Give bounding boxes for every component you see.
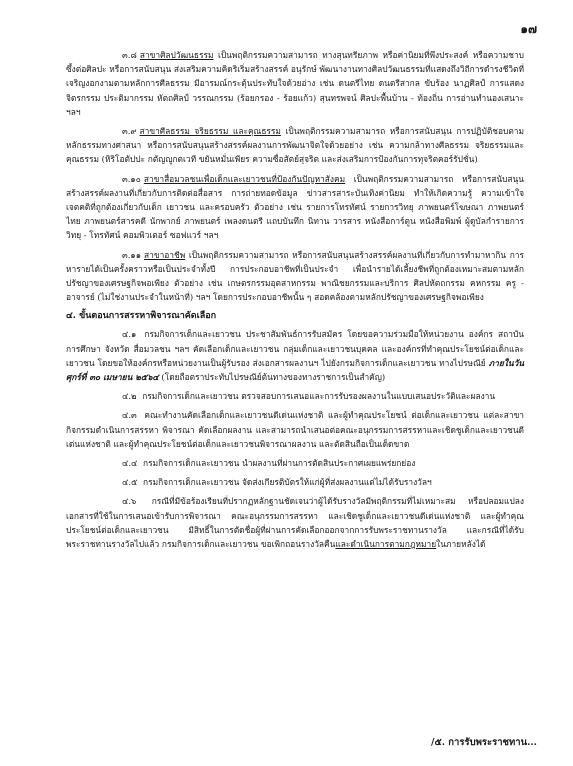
item-number: ๔.๑ xyxy=(122,329,137,340)
paragraph-4-3 xyxy=(66,408,524,451)
item-number: ๓.๑๐ xyxy=(122,173,141,184)
item-text: กรมกิจการเด็กและเยาวชน ประชาสัมพันธ์การรับสมัคร โดยขอความร่วมมือให้หน่วยงาน องค์กร สถาบันการศึกษา จังหวัด สื่อมวลชน ฯลฯ คัดเลือกเด็กและเยาวชน กลุ่มเด็กและเยาวชนบุคคล และองค์กรที่ทำคุณประโยชน์ต่อเด็กและเยาวชน โดยขอให้องค์กรหรือหน่วยงานเป็นผู้รับรอง ส่งเอกสารผลงานฯ ไปยังกรมกิจการเด็กและเยาวชน ทางไปรษณีย์ xyxy=(66,329,524,368)
item-number: ๓.๘ xyxy=(122,50,137,60)
deadline-text: ภายในวันศุกร์ที่ ๓๐ เมษายน ๒๕๖๔ xyxy=(66,357,524,383)
section-4-heading: ๔. ขั้นตอนการสรรหาพิจารณาคัดเลือก xyxy=(66,311,217,322)
item-text: เป็นพฤติกรรมความสามารถ หรือการสนับสนุนสร้างสรรค์ผลงานที่เกี่ยวกับการติดต่อสื่อสาร การถ่ายทอดข้อมูล ข่าวสารสาระบันเทิงค่านิยม ทำให้เกิดความรู้ ความเข้าใจ เจตคติที่ถูกต้องเกี่ยวกับเด็ก เยาวชน และครอบครัว ตัวอย่าง เช่น รายการโทรทัศน์ รายการวิทยุ ภาพยนตร์โฆษณา ภาพยนตร์ไทย ภาพยนตร์สารคดี นักพากย์ ภาพยนตร์ เพลงดนตรี แถบบันทึก นิทาน วารสาร หนังสือการ์ตูน หนังสือพิมพ์ ผู้ดูบัลกำรายการวิทยุ - โทรทัศน์ คอมพิวเตอร์ ซอฟแวร์ ฯลฯ xyxy=(66,173,524,241)
item-number: ๔.๒ xyxy=(122,391,137,402)
item-title: สาขาสื่อมวลชนเพื่อเด็กและเยาวชนที่ป้องกันปัญหาสังคม xyxy=(143,173,346,184)
paragraph-4-5 xyxy=(66,475,524,489)
item-text: คณะทำงานคัดเลือกเด็กและเยาวชนดีเด่นแห่งชาติ และผู้ทำคุณประโยชน์ ต่อเด็กและเยาวชน แต่ละสาขากิจกรรมดำเนินการสรรหา พิจารณา คัดเลือกผลงาน และสามารถนำเสนอต่อคณะอนุกรรมการสรรหาและเชิดชูเด็กและเยาวชนดีเด่นแห่งชาติ และผู้ทำคุณประโยชน์ต่อเด็กและเยาวชนพิจารณาผลงาน และตัดสินถือเป็นเด็ดขาด xyxy=(66,410,524,449)
item-text: เป็นพฤติกรรมความสามารถ ทางสุนทรียภาพ หรือค่านิยมที่พึงประสงค์ หรือความชาบซึ้งต่อศิลปะ หรือการสนับสนุน ส่งเสริมความคิดริเริ่มสร้างสรรค์ อนุรักษ์ พัฒนางานทางศิลปวัฒนธรรมที่แสดงถึงวิถีการดำรงชีวิตที่เจริญงอกงามตามหลักการศีลธรรม มีอารมณ์กระตุ้นประทับใจด้วยอ่าง เช่น ดนตรีไทย ดนตรีสากล ขับร้อง นาฏศิลป์ การแสดง จิตรกรรม ประติมากรรม หัตถศิลป์ วรรณกรรม (ร้อยกรอง - ร้อยแก้ว) สุนทรพจน์ ศิลปะพื้นบ้าน - ท้องถิ่น การอ่านทำนองเสนาะ ฯลฯ xyxy=(66,50,524,117)
item-number: ๔.๖ xyxy=(122,496,137,507)
paragraph-3-9 xyxy=(66,124,524,167)
document-body xyxy=(66,48,524,556)
item-text: เป็นพฤติกรรมความสามารถ หรือการสนับสนุนสร้างสรรค์ผลงานที่เกี่ยวกับการทำมาหากิน การหารายได้เป็นครั้งคราวหรือเป็นประจำทั้งปี การประกอบอาชีพที่เป็นประจำ เพื่อนำรายได้เลี้ยงชีพที่ถูกต้องเหมาะสมตามหลักปรัชญาของเศรษฐกิจพอเพียง ตัวอย่าง เช่น เกษตรกรรมอุตสาหกรรม พาณิชยกรรมและบริการ ศิลปหัตถกรรม คหกรรม ครู - อาจารย์ (ไม่ใช่งานประจำในหน้าที่) ฯลฯ โดยการประกอบอาชีพนั้น ๆ สอดคล้องตามหลักปรัชญาของเศรษฐกิจพอเพียง xyxy=(66,249,524,303)
item-title: สาขาศีลธรรม จริยธรรม และคุณธรรม xyxy=(139,126,281,137)
paragraph-4-1 xyxy=(66,327,524,384)
paragraph-4-4 xyxy=(66,456,524,470)
item-text: ในภายหลังได้ xyxy=(436,539,486,550)
item-number: ๔.๔ xyxy=(122,458,138,469)
page-number: ๑๗ xyxy=(520,22,537,36)
paragraph-3-10 xyxy=(66,172,524,243)
item-text: กรมกิจการเด็กและเยาวชน นำผลงานที่ผ่านการตัดสินประกาศเผยแพร่ยกย่อง xyxy=(143,458,416,469)
item-text: กรณีที่มีข้อร้องเรียนที่ปรากฏหลักฐานชัดเจนว่าผู้ได้รับรางวัลมีพฤติกรรมที่ไม่เหมาะสม หรือปลอมแปลงเอกสารที่ใช้ในการเสนอเข้ารับการพิจารณา คณะอนุกรรมการสรรหา และเชิดชูเด็กและเยาวชนดีเด่นแห่งชาติ และผู้ทำคุณประโยชน์ต่อเด็กและเยาวชน มีสิทธิ์ในการตัดชื่อผู้ที่ผ่านการคัดเลือกออกจากการรับพระราชทานรางวัล และกรณีที่ได้รับพระราชทานรางวัลไปแล้ว กรมกิจการเด็กและเยาวชน ขอเพิกถอนรางวัลคืน xyxy=(66,496,524,550)
item-number: ๓.๙ xyxy=(122,126,137,137)
item-number: ๔.๕ xyxy=(122,477,138,488)
paragraph-3-8 xyxy=(66,48,524,119)
item-text: เป็นพฤติกรรมความสามารถ หรือการสนับสนุน การปฏิบัติชอบตามหลักธรรมทางศาสนา หรือการสนับสนุนสร้างสรรค์ผลงานการพัฒนาจิตใจด้วยอย่าง เช่น ความกล้าทางศีลธรรม จริยธรรมและคุณธรรม (หิริโอตัปปะ กตัญญูกตเวที ขยันหมั่นเพียร ความซื่อสัตย์สุจริต และส่งเสริมการป้องกันการทุจริตคอร์รัปชั่น) xyxy=(66,126,524,165)
underlined-text: และดำเนินการตามกฎหมาย xyxy=(335,539,437,550)
item-text: (โดยถือตราประทับไปรษณีย์ต้นทางของทางราชการเป็นสำคัญ) xyxy=(161,372,386,383)
continuation-note: /๕. การรับพระราชทาน... xyxy=(431,737,537,748)
paragraph-3-11 xyxy=(66,248,524,305)
item-text: กรมกิจการเด็กและเยาวชน จัดส่งเกียรติบัตรให้แก่ผู้ที่ส่งผลงานแต่ไม่ได้รับรางวัลฯ xyxy=(143,477,432,488)
paragraph-4-2 xyxy=(66,389,524,403)
item-text: กรมกิจการเด็กและเยาวชน ตรวจสอบการเสนอและการรับรองผลงานในแบบเสนอประวัติและผลงาน xyxy=(142,391,496,402)
paragraph-4-6 xyxy=(66,494,524,551)
item-number: ๔.๓ xyxy=(122,410,137,421)
item-title: สาขาศิลปวัฒนธรรม xyxy=(139,50,214,60)
item-title: สาขาอาชีพ xyxy=(144,249,186,260)
item-number: ๓.๑๑ xyxy=(122,249,142,260)
